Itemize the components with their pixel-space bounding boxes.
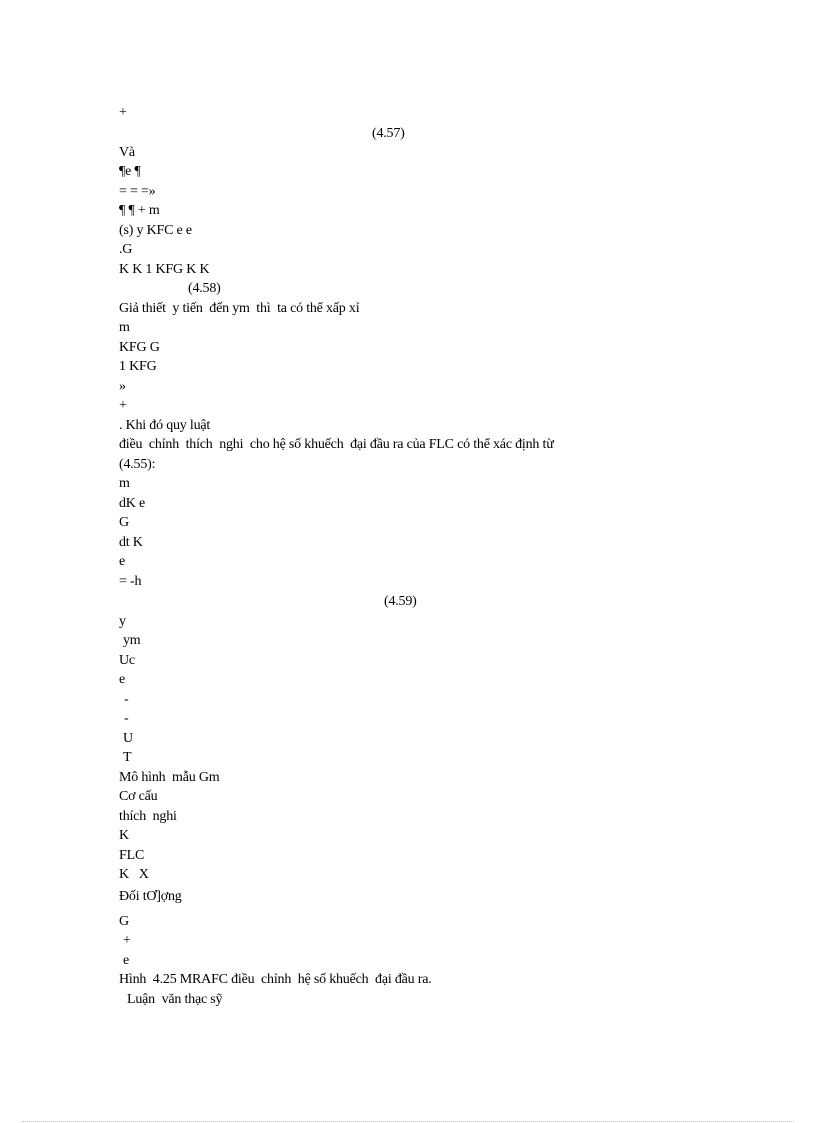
page-bottom-divider [22, 1121, 794, 1122]
text-line: + [119, 398, 127, 413]
text-line: = = =» [119, 184, 156, 199]
text-line: K [119, 828, 129, 843]
text-line: - [124, 711, 129, 726]
text-line: FLC [119, 848, 145, 863]
text-line: K X [119, 867, 149, 882]
text-line: ym [123, 633, 141, 648]
text-line: thích nghi [119, 809, 177, 824]
text-line: K K 1 KFG K K [119, 262, 210, 277]
equation-number: (4.57) [372, 126, 405, 141]
text-line: U [123, 731, 133, 746]
text-line: (4.55): [119, 457, 156, 472]
text-line: + [119, 105, 127, 120]
text-line: m [119, 476, 130, 491]
text-line: y [119, 614, 126, 629]
text-line: T [123, 750, 132, 765]
text-line: e [119, 554, 126, 569]
page-footer-text: Luận văn thạc sỹ [127, 992, 223, 1007]
text-line: e [119, 672, 126, 687]
figure-caption: Hình 4.25 MRAFC điều chỉnh hệ số khuếch đại đầu ra. [119, 972, 432, 987]
paragraph-line: . Khi đó quy luật [119, 418, 211, 433]
text-line: G [119, 515, 129, 530]
text-line: ¶ ¶ + m [119, 203, 160, 218]
paragraph-line: điều chỉnh thích nghi cho hệ số khuếch đại đầu ra của FLC có thể xác định từ [119, 437, 554, 452]
text-line: » [119, 379, 126, 394]
text-line: ¶e ¶ [119, 164, 141, 179]
text-line: = -h [119, 574, 142, 589]
text-line: Uc [119, 653, 135, 668]
text-line: KFG G [119, 340, 160, 355]
text-line: e [123, 953, 130, 968]
equation-number: (4.59) [384, 594, 417, 609]
paragraph-line: Giả thiết y tiến đến ym thì ta có thể xấp xỉ [119, 301, 360, 316]
text-line: Mô hình mẫu Gm [119, 770, 220, 785]
equation-number: (4.58) [188, 281, 221, 296]
text-line: m [119, 320, 130, 335]
text-line: .G [119, 242, 133, 257]
text-line: - [124, 692, 129, 707]
text-line: (s) y KFC e e [119, 223, 192, 238]
text-line: + [123, 933, 131, 948]
text-line: Đối tƠ]ợng [119, 889, 182, 904]
text-line: G [119, 914, 129, 929]
text-line: dK e [119, 496, 146, 511]
text-line: dt K [119, 535, 143, 550]
text-line: Và [119, 145, 135, 160]
text-line: 1 KFG [119, 359, 157, 374]
text-line: Cơ cấu [119, 789, 158, 804]
